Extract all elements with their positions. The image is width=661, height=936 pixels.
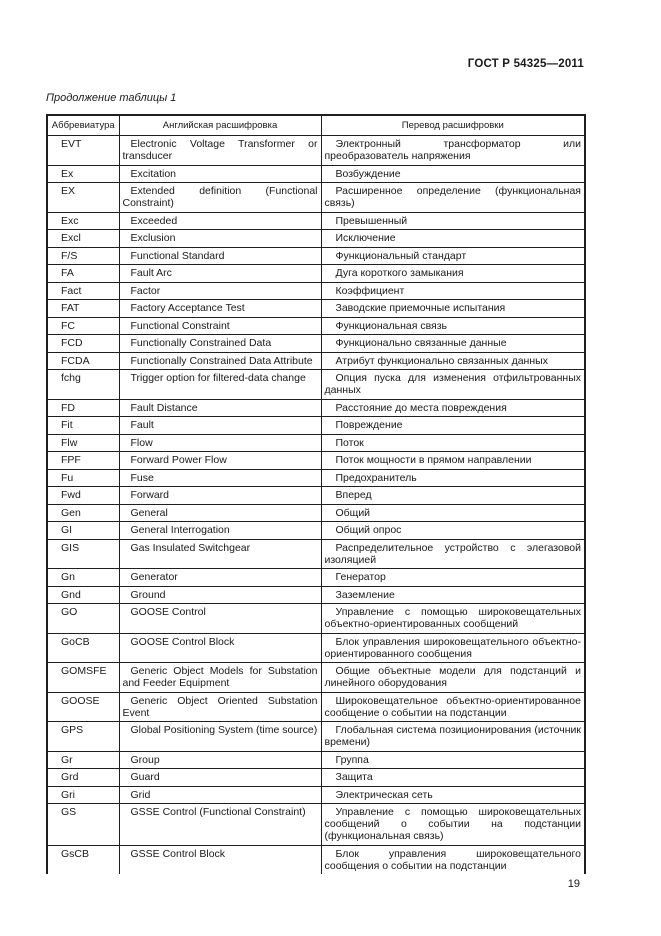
- english-cell: General: [119, 504, 321, 522]
- abbreviation-cell: GIS: [47, 539, 119, 569]
- table-header-row: [47, 115, 585, 136]
- translation-cell: Дуга короткого замыкания: [321, 265, 585, 283]
- english-cell: Functionally Constrained Data: [119, 335, 321, 353]
- translation-cell: Электрическая сеть: [321, 786, 585, 804]
- table-row: [47, 692, 585, 722]
- page-number: 19: [567, 878, 580, 890]
- table-row: [47, 370, 585, 400]
- translation-cell: Расширенное определение (функциональная связь): [321, 183, 585, 213]
- translation-cell: Распределительное устройство с элегазовой изоляцией: [321, 539, 585, 569]
- abbreviation-cell: Gnd: [47, 586, 119, 604]
- abbreviation-cell: GS: [47, 804, 119, 846]
- english-cell: GOOSE Control: [119, 604, 321, 634]
- abbreviation-cell: FA: [47, 265, 119, 283]
- translation-cell: Функциональная связь: [321, 317, 585, 335]
- abbreviation-cell: GoCB: [47, 633, 119, 663]
- abbreviation-cell: GOOSE: [47, 692, 119, 722]
- english-cell: Factory Acceptance Test: [119, 300, 321, 318]
- english-cell: Fault: [119, 417, 321, 435]
- translation-cell: Возбуждение: [321, 165, 585, 183]
- translation-cell: Поток мощности в прямом направлении: [321, 452, 585, 470]
- abbreviation-cell: GI: [47, 522, 119, 540]
- abbreviations-table: [46, 114, 586, 874]
- translation-cell: Предохранитель: [321, 469, 585, 487]
- abbreviation-cell: Fit: [47, 417, 119, 435]
- table-row: [47, 212, 585, 230]
- table-row: [47, 722, 585, 752]
- translation-cell: Электронный трансформатор или преобразователь напряжения: [321, 136, 585, 166]
- col-header-translation: Перевод расшифровки: [321, 115, 585, 136]
- english-cell: Global Positioning System (time source): [119, 722, 321, 752]
- translation-cell: Общий опрос: [321, 522, 585, 540]
- abbreviation-cell: GOMSFE: [47, 663, 119, 693]
- translation-cell: Расстояние до места повреждения: [321, 399, 585, 417]
- english-cell: Generic Object Models for Substation and Feeder Equipment: [119, 663, 321, 693]
- english-cell: Electronic Voltage Transformer or transducer: [119, 136, 321, 166]
- table-row: [47, 504, 585, 522]
- table-row: [47, 136, 585, 166]
- table-row: [47, 751, 585, 769]
- col-header-english: Английская расшифровка: [119, 115, 321, 136]
- abbreviation-cell: Ex: [47, 165, 119, 183]
- table-row: [47, 417, 585, 435]
- abbreviation-cell: F/S: [47, 247, 119, 265]
- abbreviation-cell: Fwd: [47, 487, 119, 505]
- english-cell: Fault Distance: [119, 399, 321, 417]
- english-cell: Factor: [119, 282, 321, 300]
- translation-cell: Атрибут функционально связанных данных: [321, 352, 585, 370]
- abbreviation-cell: Fact: [47, 282, 119, 300]
- abbreviation-cell: FAT: [47, 300, 119, 318]
- english-cell: Forward Power Flow: [119, 452, 321, 470]
- abbreviation-cell: EVT: [47, 136, 119, 166]
- english-cell: Gas Insulated Switchgear: [119, 539, 321, 569]
- translation-cell: Заземление: [321, 586, 585, 604]
- english-cell: GOOSE Control Block: [119, 633, 321, 663]
- table-row: [47, 487, 585, 505]
- english-cell: Extended definition (Functional Constraint): [119, 183, 321, 213]
- english-cell: Flow: [119, 434, 321, 452]
- english-cell: Guard: [119, 769, 321, 787]
- translation-cell: Общий: [321, 504, 585, 522]
- translation-cell: Группа: [321, 751, 585, 769]
- abbreviation-cell: Exc: [47, 212, 119, 230]
- table-row: [47, 586, 585, 604]
- abbreviation-cell: GPS: [47, 722, 119, 752]
- english-cell: Functional Standard: [119, 247, 321, 265]
- english-cell: Exceeded: [119, 212, 321, 230]
- translation-cell: Коэффициент: [321, 282, 585, 300]
- abbreviation-cell: Gri: [47, 786, 119, 804]
- english-cell: GSSE Control (Functional Constraint): [119, 804, 321, 846]
- translation-cell: Генератор: [321, 569, 585, 587]
- abbreviation-cell: fchg: [47, 370, 119, 400]
- english-cell: Excitation: [119, 165, 321, 183]
- translation-cell: Заводские приемочные испытания: [321, 300, 585, 318]
- translation-cell: Функциональный стандарт: [321, 247, 585, 265]
- translation-cell: Повреждение: [321, 417, 585, 435]
- table-row: [47, 663, 585, 693]
- english-cell: GSSE Control Block: [119, 845, 321, 874]
- translation-cell: Широковещательное объектно-ориентированное сообщение о событии на подстанции: [321, 692, 585, 722]
- table-row: [47, 845, 585, 874]
- translation-cell: Блок управления широковещательного сообщения о событии на подстанции: [321, 845, 585, 874]
- translation-cell: Защита: [321, 769, 585, 787]
- abbreviation-cell: GsCB: [47, 845, 119, 874]
- translation-cell: Опция пуска для изменения отфильтрованных данных: [321, 370, 585, 400]
- translation-cell: Глобальная система позиционирования (источник времени): [321, 722, 585, 752]
- table-caption: Продолжение таблицы 1: [46, 92, 177, 104]
- english-cell: Fuse: [119, 469, 321, 487]
- table-row: [47, 352, 585, 370]
- table-row: [47, 604, 585, 634]
- abbreviation-cell: FPF: [47, 452, 119, 470]
- abbreviation-cell: Fu: [47, 469, 119, 487]
- table-row: [47, 539, 585, 569]
- table-body: [47, 136, 585, 875]
- english-cell: Generator: [119, 569, 321, 587]
- translation-cell: Общие объектные модели для подстанций и линейного оборудования: [321, 663, 585, 693]
- table-row: [47, 786, 585, 804]
- translation-cell: Исключение: [321, 230, 585, 248]
- english-cell: Grid: [119, 786, 321, 804]
- abbreviation-cell: Excl: [47, 230, 119, 248]
- table-row: [47, 434, 585, 452]
- english-cell: Forward: [119, 487, 321, 505]
- table-row: [47, 399, 585, 417]
- running-header: ГОСТ Р 54325—2011: [467, 58, 584, 70]
- table-row: [47, 335, 585, 353]
- table-row: [47, 247, 585, 265]
- translation-cell: Функционально связанные данные: [321, 335, 585, 353]
- table-row: [47, 804, 585, 846]
- abbreviation-cell: FD: [47, 399, 119, 417]
- english-cell: Fault Arc: [119, 265, 321, 283]
- abbreviation-cell: Flw: [47, 434, 119, 452]
- abbreviation-cell: Gen: [47, 504, 119, 522]
- table-row: [47, 769, 585, 787]
- table-row: [47, 230, 585, 248]
- col-header-abbreviation: Аббревиатура: [47, 115, 119, 136]
- translation-cell: Управление с помощью широковещательных сообщений о событии на подстанции (функциональная связь): [321, 804, 585, 846]
- table-row: [47, 452, 585, 470]
- english-cell: Exclusion: [119, 230, 321, 248]
- translation-cell: Блок управления широковещательного объектно-ориентированного сообщения: [321, 633, 585, 663]
- english-cell: General Interrogation: [119, 522, 321, 540]
- table-row: [47, 165, 585, 183]
- page-content: [46, 0, 584, 891]
- translation-cell: Вперед: [321, 487, 585, 505]
- table-row: [47, 265, 585, 283]
- table-row: [47, 317, 585, 335]
- table-row: [47, 469, 585, 487]
- translation-cell: Управление с помощью широковещательных объектно-ориентированных сообщений: [321, 604, 585, 634]
- english-cell: Group: [119, 751, 321, 769]
- english-cell: Generic Object Oriented Substation Event: [119, 692, 321, 722]
- translation-cell: Превышенный: [321, 212, 585, 230]
- table-row: [47, 522, 585, 540]
- table-row: [47, 633, 585, 663]
- abbreviation-cell: EX: [47, 183, 119, 213]
- english-cell: Functional Constraint: [119, 317, 321, 335]
- table-row: [47, 569, 585, 587]
- english-cell: Trigger option for filtered-data change: [119, 370, 321, 400]
- english-cell: Ground: [119, 586, 321, 604]
- abbreviation-cell: Grd: [47, 769, 119, 787]
- english-cell: Functionally Constrained Data Attribute: [119, 352, 321, 370]
- table-row: [47, 183, 585, 213]
- translation-cell: Поток: [321, 434, 585, 452]
- abbreviation-cell: Gr: [47, 751, 119, 769]
- abbreviation-cell: FCD: [47, 335, 119, 353]
- abbreviation-cell: FCDA: [47, 352, 119, 370]
- table-row: [47, 282, 585, 300]
- abbreviation-cell: GO: [47, 604, 119, 634]
- table-row: [47, 300, 585, 318]
- abbreviation-cell: FC: [47, 317, 119, 335]
- abbreviation-cell: Gn: [47, 569, 119, 587]
